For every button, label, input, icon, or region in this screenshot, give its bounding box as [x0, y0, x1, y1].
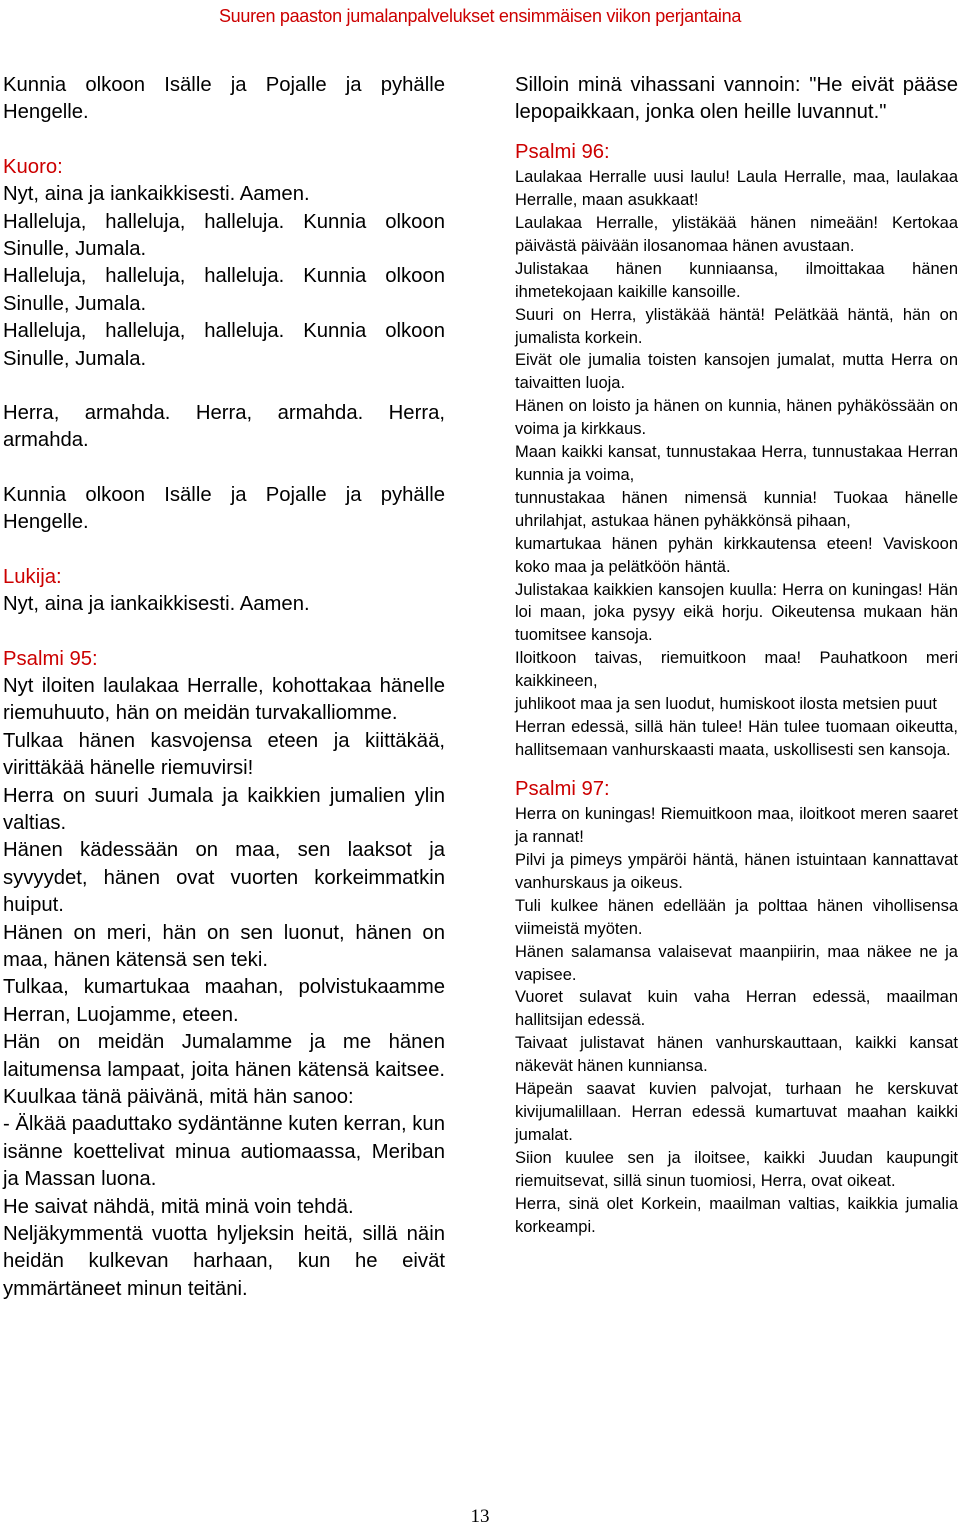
psalm-verse: Herra on suuri Jumala ja kaikkien jumalien ylin valtias. — [3, 784, 445, 834]
psalm-verse: Laulakaa Herralle uusi laulu! Laula Herralle, maa, laulakaa Herralle, maan asukkaat! — [515, 168, 958, 210]
choir-line: Halleluja, halleluja, halleluja. Kunnia olkoon Sinulle, Jumala. — [3, 320, 445, 370]
psalm-verse: kumartukaa hänen pyhän kirkkautensa eteen! Vaviskoon koko maa ja pelätköön häntä. — [515, 534, 958, 576]
page-header: Suuren paaston jumalanpalvelukset ensimmäisen viikon perjantaina — [218, 6, 742, 26]
psalm-verse: Tulkaa hänen kasvojensa eteen ja kiittäkää, virittäkää hänelle riemuvirsi! — [3, 729, 445, 780]
psalm-verse: tunnustakaa hänen nimensä kunnia! Tuokaa hänelle uhrilahjat, astukaa hänen pyhäkkönsä pihaan, — [515, 488, 958, 530]
psalm-verse: Siion kuulee sen ja iloitsee, kaikki Juudan kaupungit riemuitsevat, sillä sinun tuomiosi, Herra, ovat oikeat. — [515, 1148, 958, 1190]
reader-line: Nyt, aina ja iankaikkisesti. Aamen. — [3, 593, 310, 616]
psalm-verse: Iloitkoon taivas, riemuitkoon maa! Pauhatkoon meri kaikkineen, — [515, 649, 958, 691]
psalm-verse: Julistakaa hänen kunniaansa, ilmoittakaa hänen ihmetekojaan kaikille kansoille. — [515, 259, 958, 301]
psalm-verse: Hänen kädessään on maa, sen laaksot ja syvyydet, hänen ovat vuorten korkeimmatkin huiput. — [3, 839, 445, 917]
right-column — [515, 72, 958, 1238]
psalm-verse: Vuoret sulavat kuin vaha Herran edessä, maailman hallitsijan edessä. — [515, 988, 958, 1030]
psalm-verse: Julistakaa kaikkien kansojen kuulla: Herra on kuningas! Hän loi maan, joka pysyy eikä horju. Oikeutensa mukaan hän tuomitsee kansoja. — [515, 580, 958, 645]
psalm-95-continuation: Silloin minä vihassani vannoin: "He eivät pääse lepopaikkaan, jonka olen heille luvannut." — [515, 74, 958, 124]
psalm-verse: Herran edessä, sillä hän tulee! Hän tulee tuomaan oikeutta, hallitsemaan vanhurskaasti maata, uskollisesti sen kansoja. — [515, 717, 958, 759]
left-column — [3, 72, 445, 1303]
psalm-verse: Laulakaa Herralle, ylistäkää hänen nimeään! Kertokaa päivästä päivään ilosanomaa hänen avustaan. — [515, 214, 958, 255]
psalm-verse: Nyt iloiten laulakaa Herralle, kohottakaa hänelle riemuhuuto, hän on meidän turvakalliomme. — [3, 674, 445, 725]
psalm-verse: Suuri on Herra, ylistäkää häntä! Pelätkää häntä, hän on jumalista korkein. — [515, 305, 958, 347]
psalm-verse: Maan kaikki kansat, tunnustakaa Herra, tunnustakaa Herran kunnia ja voima, — [515, 443, 958, 484]
psalm-96-label: Psalmi 96: — [515, 140, 610, 163]
choir-line: Halleluja, halleluja, halleluja. Kunnia olkoon Sinulle, Jumala. — [3, 265, 445, 315]
psalm-verse: Häpeän saavat kuvien palvojat, turhaan he kerskuvat kivijumalillaan. Herran edessä kumartuvat maahan kaikki jumalat. — [515, 1080, 958, 1144]
kyrie-paragraph: Herra, armahda. Herra, armahda. Herra, armahda. — [3, 402, 445, 452]
psalm-verse: Hänen salamansa valaisevat maanpiirin, maa näkee ne ja vapisee. — [515, 942, 958, 984]
psalm-verse: Pilvi ja pimeys ympäröi häntä, hänen istuintaan kannattavat vanhurskaus ja oikeus. — [515, 851, 958, 892]
psalm-verse: - Älkää paaduttako sydäntänne kuten kerran, kun isänne koettelivat minua autiomaassa, Meriban ja Massan luona. — [3, 1113, 445, 1191]
reader-label: Lukija: — [3, 565, 62, 588]
psalm-verse: Neljäkymmentä vuotta hyljeksin heitä, sillä näin heidän kulkevan harhaan, kun he eivät ymmärtäneet minun teitäni. — [3, 1223, 445, 1300]
choir-label: Kuoro: — [3, 155, 63, 178]
psalm-verse: Eivät ole jumalia toisten kansojen jumalat, mutta Herra on taivaitten luoja. — [515, 351, 958, 393]
psalm-verse: Hänen on meri, hän on sen luonut, hänen on maa, hänen kätensä sen teki. — [3, 921, 445, 971]
psalm-verse: Tuli kulkee hänen edellään ja polttaa hänen vihollisensa viimeistä myöten. — [515, 896, 958, 938]
psalm-verse: He saivat nähdä, mitä minä voin tehdä. — [3, 1195, 354, 1218]
choir-line: Nyt, aina ja iankaikkisesti. Aamen. — [3, 183, 310, 206]
psalm-verse: Taivaat julistavat hänen vanhurskauttaan, kaikki kansat näkevät hänen kunniansa. — [515, 1034, 958, 1076]
doxology-paragraph: Kunnia olkoon Isälle ja Pojalle ja pyhälle Hengelle. — [3, 483, 445, 534]
psalm-verse: Hänen on loisto ja hänen on kunnia, hänen pyhäkössään on voima ja kirkkaus. — [515, 397, 958, 439]
psalm-verse: juhlikoot maa ja sen luodut, humiskoot ilosta metsien puut — [515, 695, 937, 714]
psalm-95-label: Psalmi 95: — [3, 647, 98, 670]
doxology-paragraph: Kunnia olkoon Isälle ja Pojalle ja pyhälle Hengelle. — [3, 74, 445, 124]
psalm-verse: Tulkaa, kumartukaa maahan, polvistukaamme Herran, Luojamme, eteen. — [3, 976, 445, 1026]
psalm-97-label: Psalmi 97: — [515, 777, 610, 800]
choir-line: Halleluja, halleluja, halleluja. Kunnia olkoon Sinulle, Jumala. — [3, 210, 445, 261]
psalm-verse: Herra, sinä olet Korkein, maailman valtias, kaikkia jumalia korkeampi. — [515, 1194, 958, 1236]
page-number: 13 — [470, 1506, 490, 1527]
psalm-verse: Hän on meidän Jumalamme ja me hänen laitumensa lampaat, joita hänen kätensä kaitsee. Kuulkaa tänä päivänä, mitä hän sanoo: — [3, 1031, 445, 1108]
psalm-verse: Herra on kuningas! Riemuitkoon maa, iloitkoot meren saaret ja rannat! — [515, 805, 958, 847]
